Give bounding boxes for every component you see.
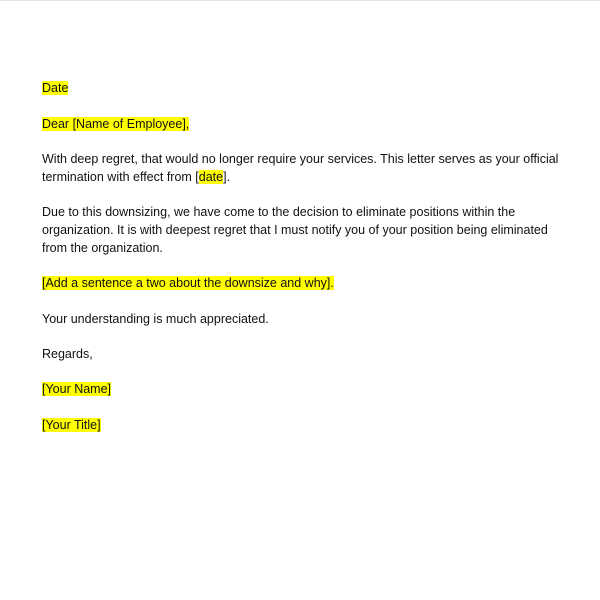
paragraph-1-text-before: termination with effect from [ <box>42 170 199 184</box>
your-title-placeholder: [Your Title] <box>42 418 101 432</box>
downsize-reason-placeholder: [Add a sentence a two about the downsize and why]. <box>42 276 334 290</box>
paragraph-1-line-1: With deep regret, that would no longer require your services. This letter serves as your official <box>42 152 559 166</box>
your-name-placeholder: [Your Name] <box>42 382 112 396</box>
closing-line: Regards, <box>42 347 93 361</box>
date-placeholder: Date <box>42 81 69 95</box>
salutation-line <box>42 116 189 133</box>
termination-date-placeholder: date <box>198 170 224 184</box>
date-line <box>42 80 68 97</box>
paragraph-1-line-2 <box>42 169 230 186</box>
paragraph-2-line-2: organization. It is with deepest regret that I must notify you of your position being eliminated <box>42 223 548 237</box>
signature-name-line <box>42 381 111 398</box>
salutation: Dear [Name of Employee], <box>42 117 190 131</box>
paragraph-1-text-after: ]. <box>223 170 231 184</box>
downsize-reason-line <box>42 275 334 292</box>
appreciation-line: Your understanding is much appreciated. <box>42 312 269 326</box>
paragraph-2-line-1: Due to this downsizing, we have come to the decision to eliminate positions within the <box>42 205 516 219</box>
signature-title-line <box>42 417 101 434</box>
paragraph-2-line-3: from the organization. <box>42 241 163 255</box>
